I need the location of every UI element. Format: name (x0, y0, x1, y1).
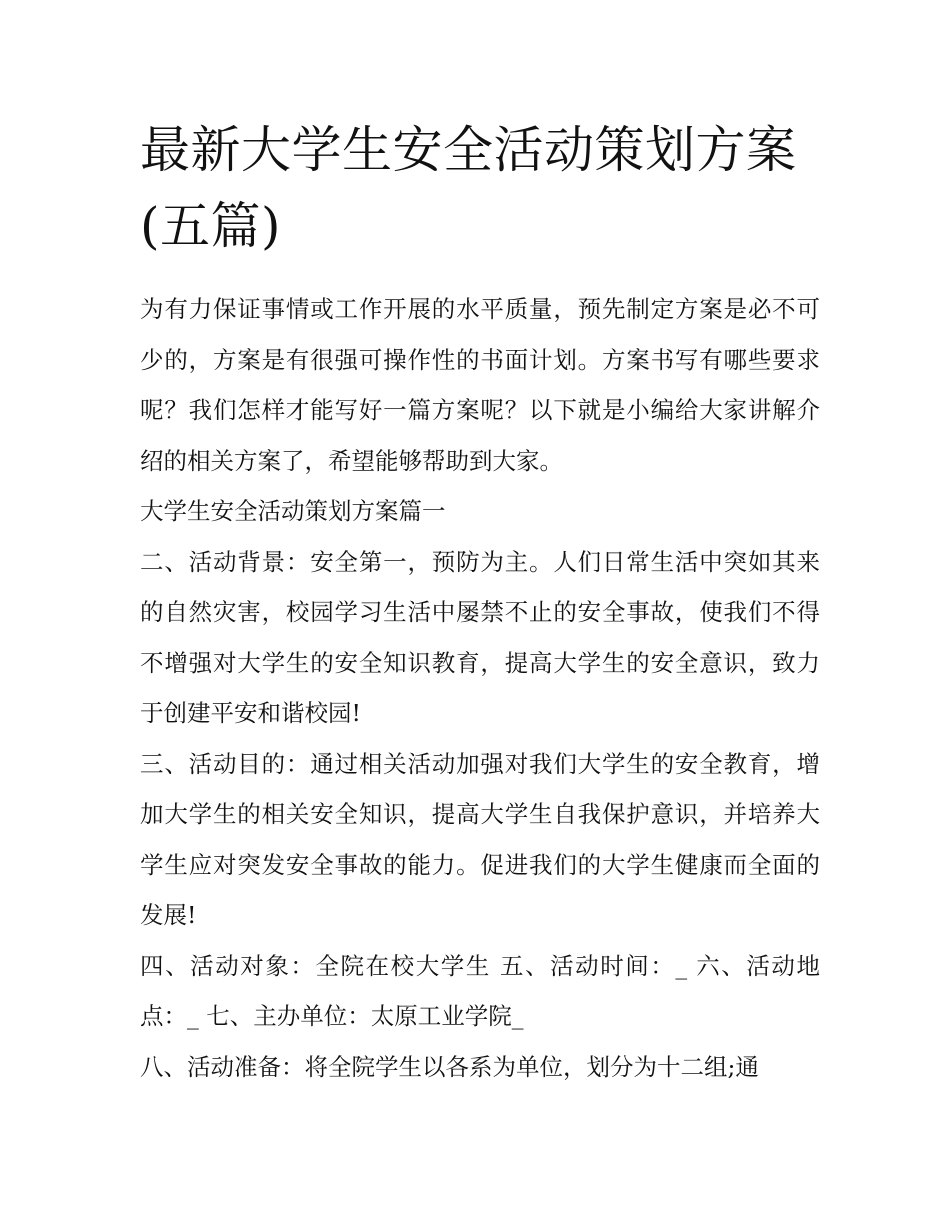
section-heading: 大学生安全活动策划方案篇一 (140, 497, 446, 525)
paragraph-background: 二、活动背景：安全第一，预防为主。人们日常生活中突如其来的自然灾害，校园学习生活中屡禁不止的安全事故，使我们不得不增强对大学生的安全知识教育，提高大学生的安全意识，致力于创建平安和谐校园! (140, 547, 820, 727)
paragraph-purpose: 三、活动目的：通过相关活动加强对我们大学生的安全教育，增加大学生的相关安全知识，提高大学生自我保护意识，并培养大学生应对突发安全事故的能力。促进我们的大学生健康而全面的发展! (140, 749, 820, 929)
document-title: 最新大学生安全活动策划方案(五篇) (140, 121, 797, 255)
document-page (140, 112, 820, 1092)
paragraph-preparation: 八、活动准备：将全院学生以各系为单位，划分为十二组;通 (140, 1052, 759, 1081)
document-body (140, 284, 820, 1092)
paragraph-intro: 为有力保证事情或工作开展的水平质量，预先制定方案是必不可少的，方案是有很强可操作性的书面计划。方案书写有哪些要求呢？我们怎样才能写好一篇方案呢？以下就是小编给大家讲解介绍的相关方案了，希望能够帮助到大家。 (140, 295, 820, 475)
paragraph-details: 四、活动对象：全院在校大学生 五、活动时间：_ 六、活动地点：_ 七、主办单位：太原工业学院_ (140, 951, 820, 1030)
